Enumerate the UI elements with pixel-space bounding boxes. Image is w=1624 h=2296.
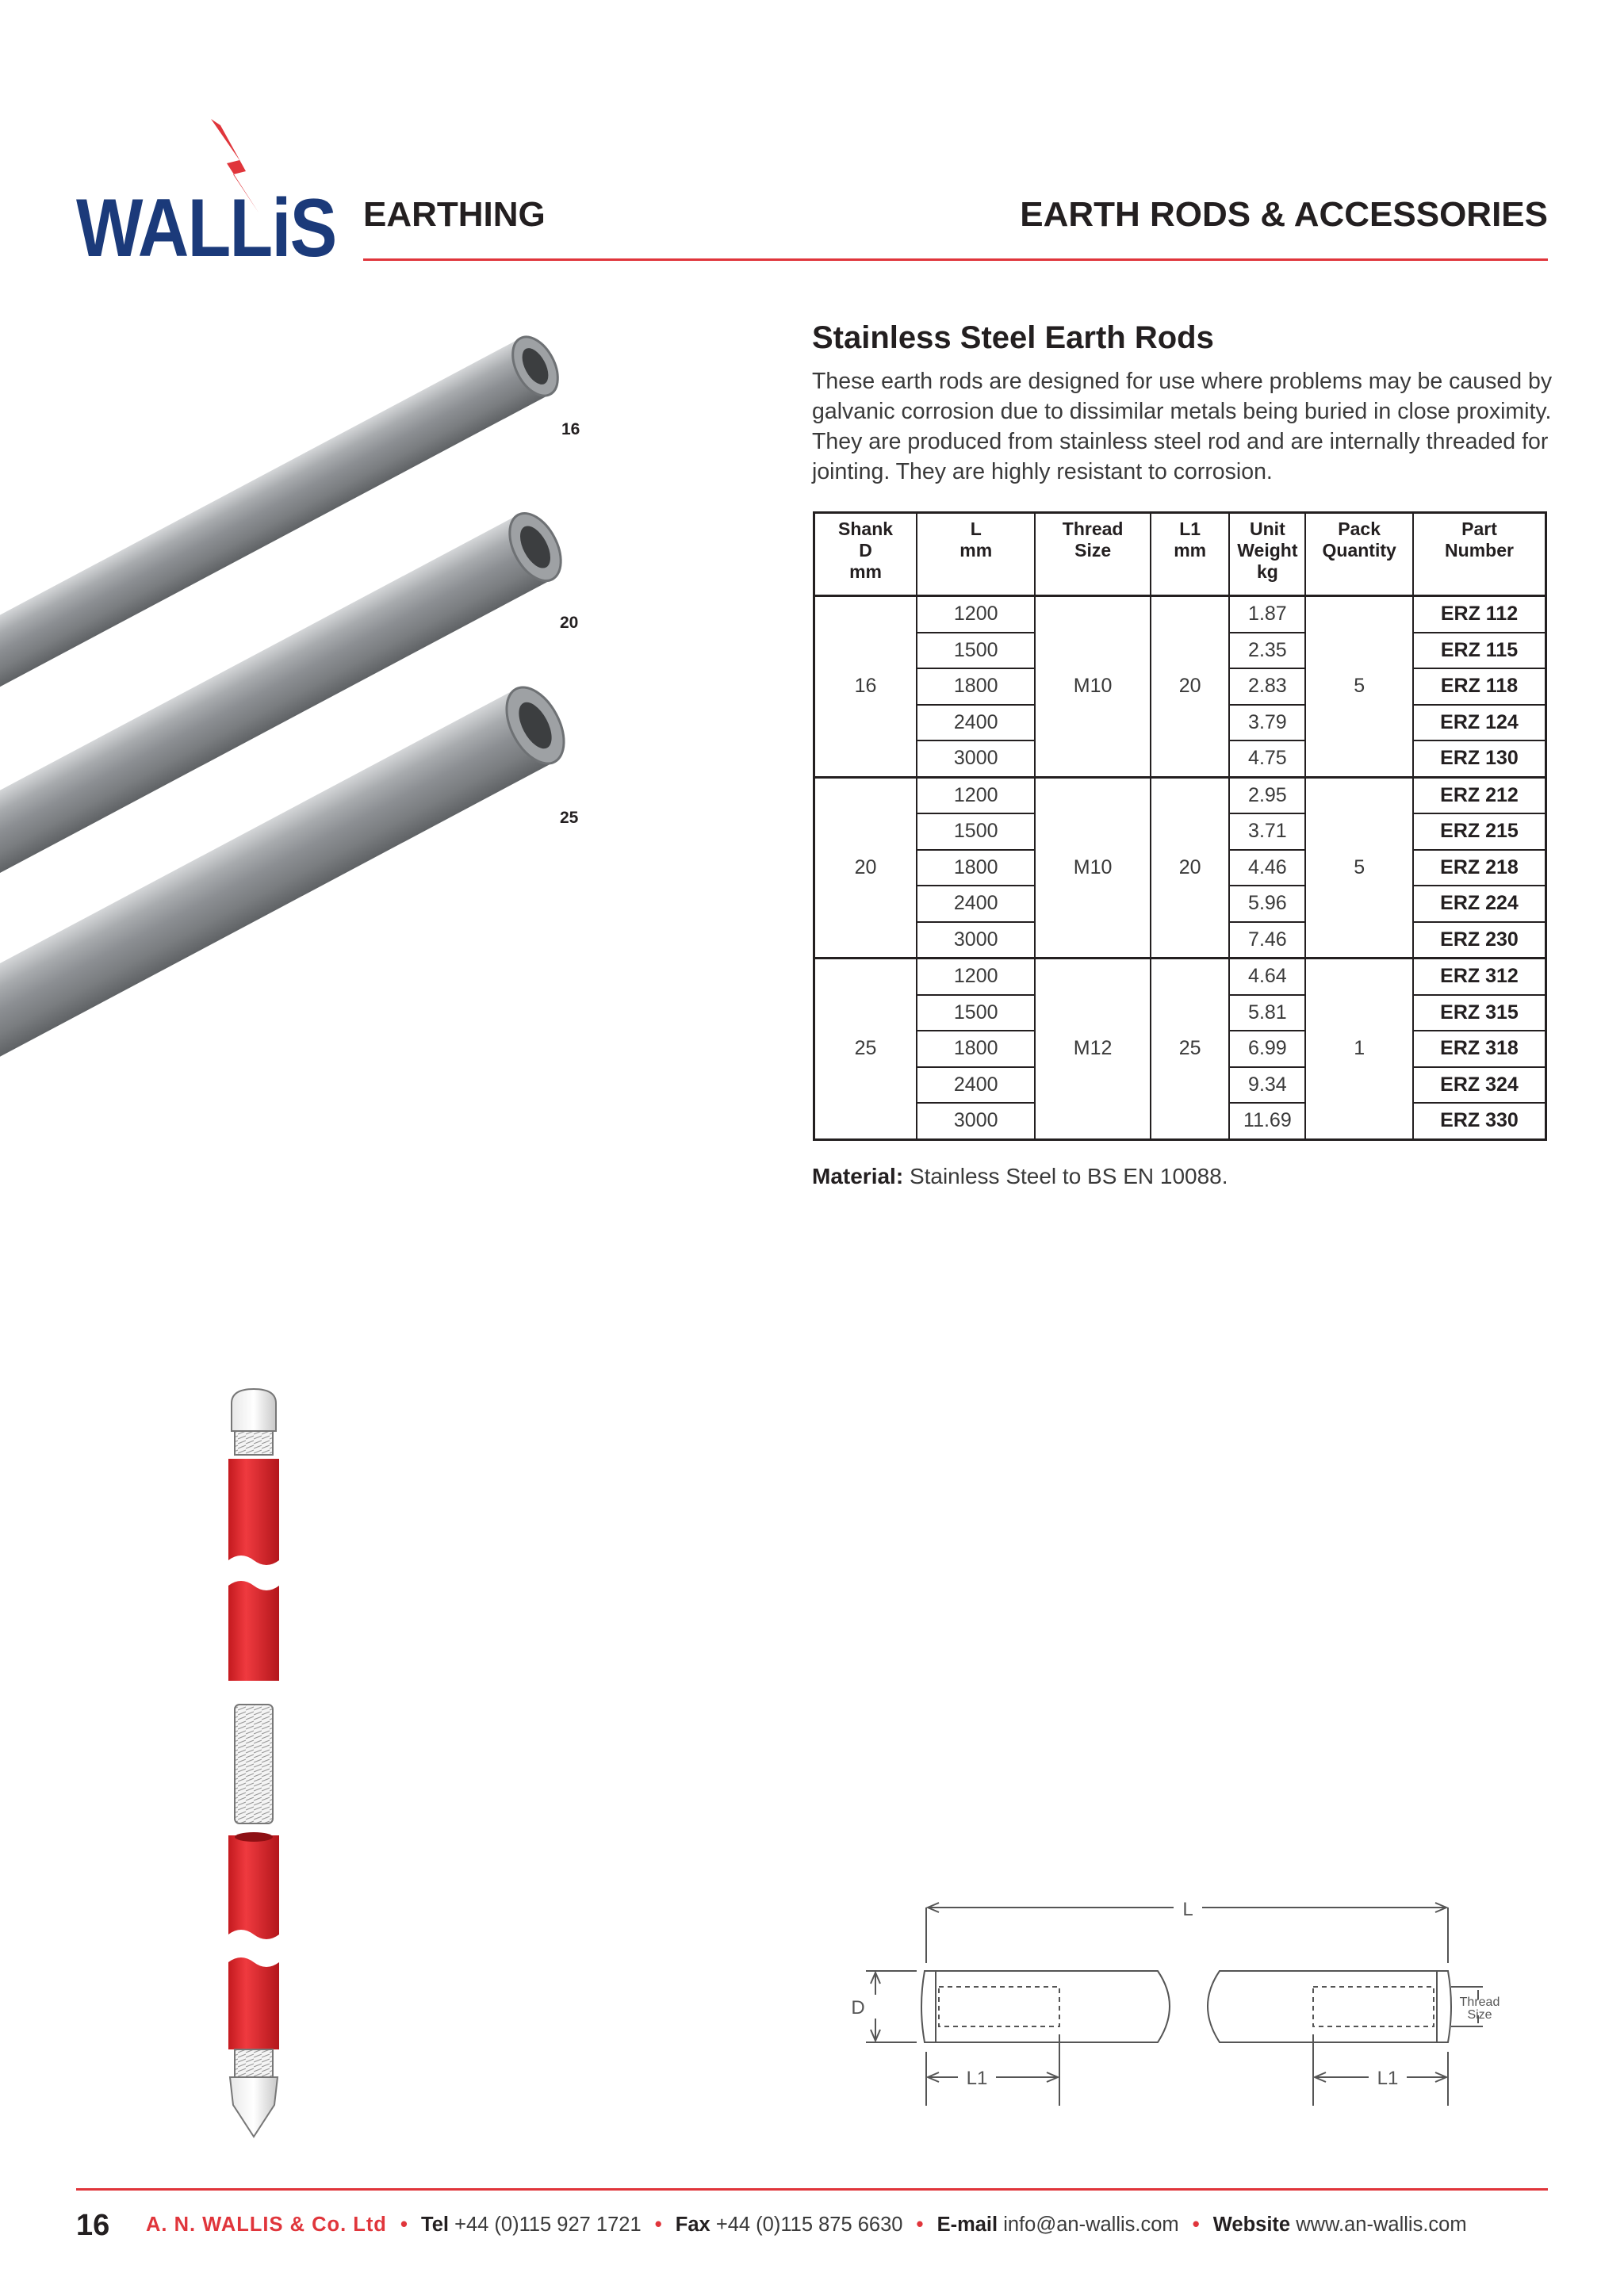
rod-coupling-illustration [214,1387,293,2141]
rod-label-20: 20 [560,614,579,632]
header-text: Number [1445,540,1514,561]
cell-length: 1500 [917,813,1035,850]
website-label: Website [1212,2214,1291,2236]
header-text: L1 [1179,519,1201,539]
tel-label: Tel [421,2214,449,2236]
cell-part-number: ERZ 330 [1413,1103,1545,1139]
cell-weight: 5.81 [1229,995,1305,1031]
table-row [814,959,1546,995]
header-text: D [859,540,872,561]
cell-length: 2400 [917,1067,1035,1104]
header-l1 [1151,513,1230,596]
website-link[interactable]: www.an-wallis.com [1296,2214,1467,2236]
cell-weight: 6.99 [1229,1031,1305,1067]
cell-weight: 2.35 [1229,633,1305,669]
dim-label-l1-left: L1 [966,2068,988,2089]
cell-weight: 11.69 [1229,1103,1305,1139]
cell-l1: 25 [1151,959,1230,1140]
cell-part-number: ERZ 318 [1413,1031,1545,1067]
wallis-logo [76,119,336,274]
header-part [1413,513,1545,596]
category-title: EARTH RODS & ACCESSORIES [1020,195,1548,234]
rod-label-16: 16 [561,420,580,438]
header-length [917,513,1035,596]
header-text: Weight [1237,540,1298,561]
cell-length: 1800 [917,668,1035,705]
cell-part-number: ERZ 315 [1413,995,1545,1031]
cell-pack: 5 [1305,596,1413,778]
header-text: Unit [1250,519,1285,539]
cell-weight: 3.79 [1229,705,1305,741]
cell-length: 1500 [917,995,1035,1031]
cell-length: 1800 [917,1031,1035,1067]
page-number: 16 [76,2209,110,2242]
cell-part-number: ERZ 230 [1413,922,1545,959]
cell-part-number: ERZ 212 [1413,777,1545,813]
email-label: E-mail [936,2214,998,2236]
dimension-diagram [841,1887,1522,2117]
header-shank [814,513,917,596]
dimension-drawing [841,1887,1522,2117]
cell-pack: 5 [1305,777,1413,959]
section-title: EARTHING [363,195,546,234]
cell-length: 1500 [917,633,1035,669]
separator: • [916,2214,924,2236]
dim-label-l: L [1182,1899,1193,1920]
header-thread [1035,513,1151,596]
header-text: Shank [838,519,894,539]
cell-weight: 7.46 [1229,922,1305,959]
cell-length: 1800 [917,850,1035,886]
rods-illustration [0,317,603,1062]
material-note [812,1164,1228,1189]
cell-shank: 25 [814,959,917,1140]
dim-label-l1-right: L1 [1377,2068,1399,2089]
fax-value: +44 (0)115 875 6630 [715,2214,903,2236]
cell-thread: M10 [1035,777,1151,959]
header-divider [363,258,1548,261]
cell-part-number: ERZ 215 [1413,813,1545,850]
separator: • [654,2214,662,2236]
cell-weight: 3.71 [1229,813,1305,850]
header-weight [1229,513,1305,596]
cell-part-number: ERZ 124 [1413,705,1545,741]
separator: • [1192,2214,1200,2236]
table-row [814,777,1546,813]
header-pack [1305,513,1413,596]
header-text: Quantity [1322,540,1396,561]
cell-weight: 2.83 [1229,668,1305,705]
cell-length: 2400 [917,705,1035,741]
cell-part-number: ERZ 224 [1413,886,1545,922]
cell-length: 3000 [917,1103,1035,1139]
cell-weight: 4.64 [1229,959,1305,995]
cell-part-number: ERZ 112 [1413,596,1545,633]
cell-weight: 5.96 [1229,886,1305,922]
header-text: kg [1256,561,1278,582]
cell-weight: 4.46 [1229,850,1305,886]
header-text: mm [959,540,993,561]
header-text: L [970,519,982,539]
cell-weight: 9.34 [1229,1067,1305,1104]
header-text: Size [1074,540,1112,561]
product-description: These earth rods are designed for use where problems may be caused by galvanic corrosion due to dissimilar metals being buried in close proximity. They are produced from stainless steel rod and are internally threaded for jointing. They are highly resistant to corrosion. [812,369,1553,484]
cell-length: 1200 [917,959,1035,995]
dim-label-d: D [851,1997,865,2019]
cell-part-number: ERZ 115 [1413,633,1545,669]
dim-label-size: Size [1467,2008,1492,2022]
cell-length: 3000 [917,922,1035,959]
footer-divider [76,2188,1548,2191]
cell-pack: 1 [1305,959,1413,1140]
cell-weight: 4.75 [1229,740,1305,777]
cell-length: 2400 [917,886,1035,922]
header-text: mm [849,561,882,582]
cell-part-number: ERZ 118 [1413,668,1545,705]
cell-part-number: ERZ 218 [1413,850,1545,886]
table-header-row [814,513,1546,596]
rod-label-25: 25 [560,809,579,827]
cell-part-number: ERZ 324 [1413,1067,1545,1104]
material-value: Stainless Steel to BS EN 10088. [909,1164,1228,1188]
cell-length: 1200 [917,596,1035,633]
footer-contact [146,2214,1467,2237]
material-label: Material: [812,1164,904,1188]
fax-label: Fax [675,2214,710,2236]
cell-length: 3000 [917,740,1035,777]
table-row [814,596,1546,633]
logo-text: WALLiS [76,182,336,274]
cell-part-number: ERZ 130 [1413,740,1545,777]
separator: • [400,2214,408,2236]
spec-table [813,511,1547,1141]
cell-l1: 20 [1151,777,1230,959]
cell-l1: 20 [1151,596,1230,778]
company-name: A. N. WALLIS & Co. Ltd [146,2214,387,2236]
cell-shank: 16 [814,596,917,778]
header-text: mm [1174,540,1207,561]
dim-label-thread: Thread [1459,1996,1500,2009]
header-text: Pack [1338,519,1381,539]
cell-weight: 2.95 [1229,777,1305,813]
tel-value: +44 (0)115 927 1721 [454,2214,642,2236]
cell-thread: M12 [1035,959,1151,1140]
email-link[interactable]: info@an-wallis.com [1003,2214,1179,2236]
header-text: Thread [1062,519,1124,539]
cell-part-number: ERZ 312 [1413,959,1545,995]
cell-thread: M10 [1035,596,1151,778]
product-title: Stainless Steel Earth Rods [812,320,1214,355]
cell-length: 1200 [917,777,1035,813]
earth-rods-image [0,317,603,1062]
cell-weight: 1.87 [1229,596,1305,633]
header-text: Part [1461,519,1497,539]
cell-shank: 20 [814,777,917,959]
